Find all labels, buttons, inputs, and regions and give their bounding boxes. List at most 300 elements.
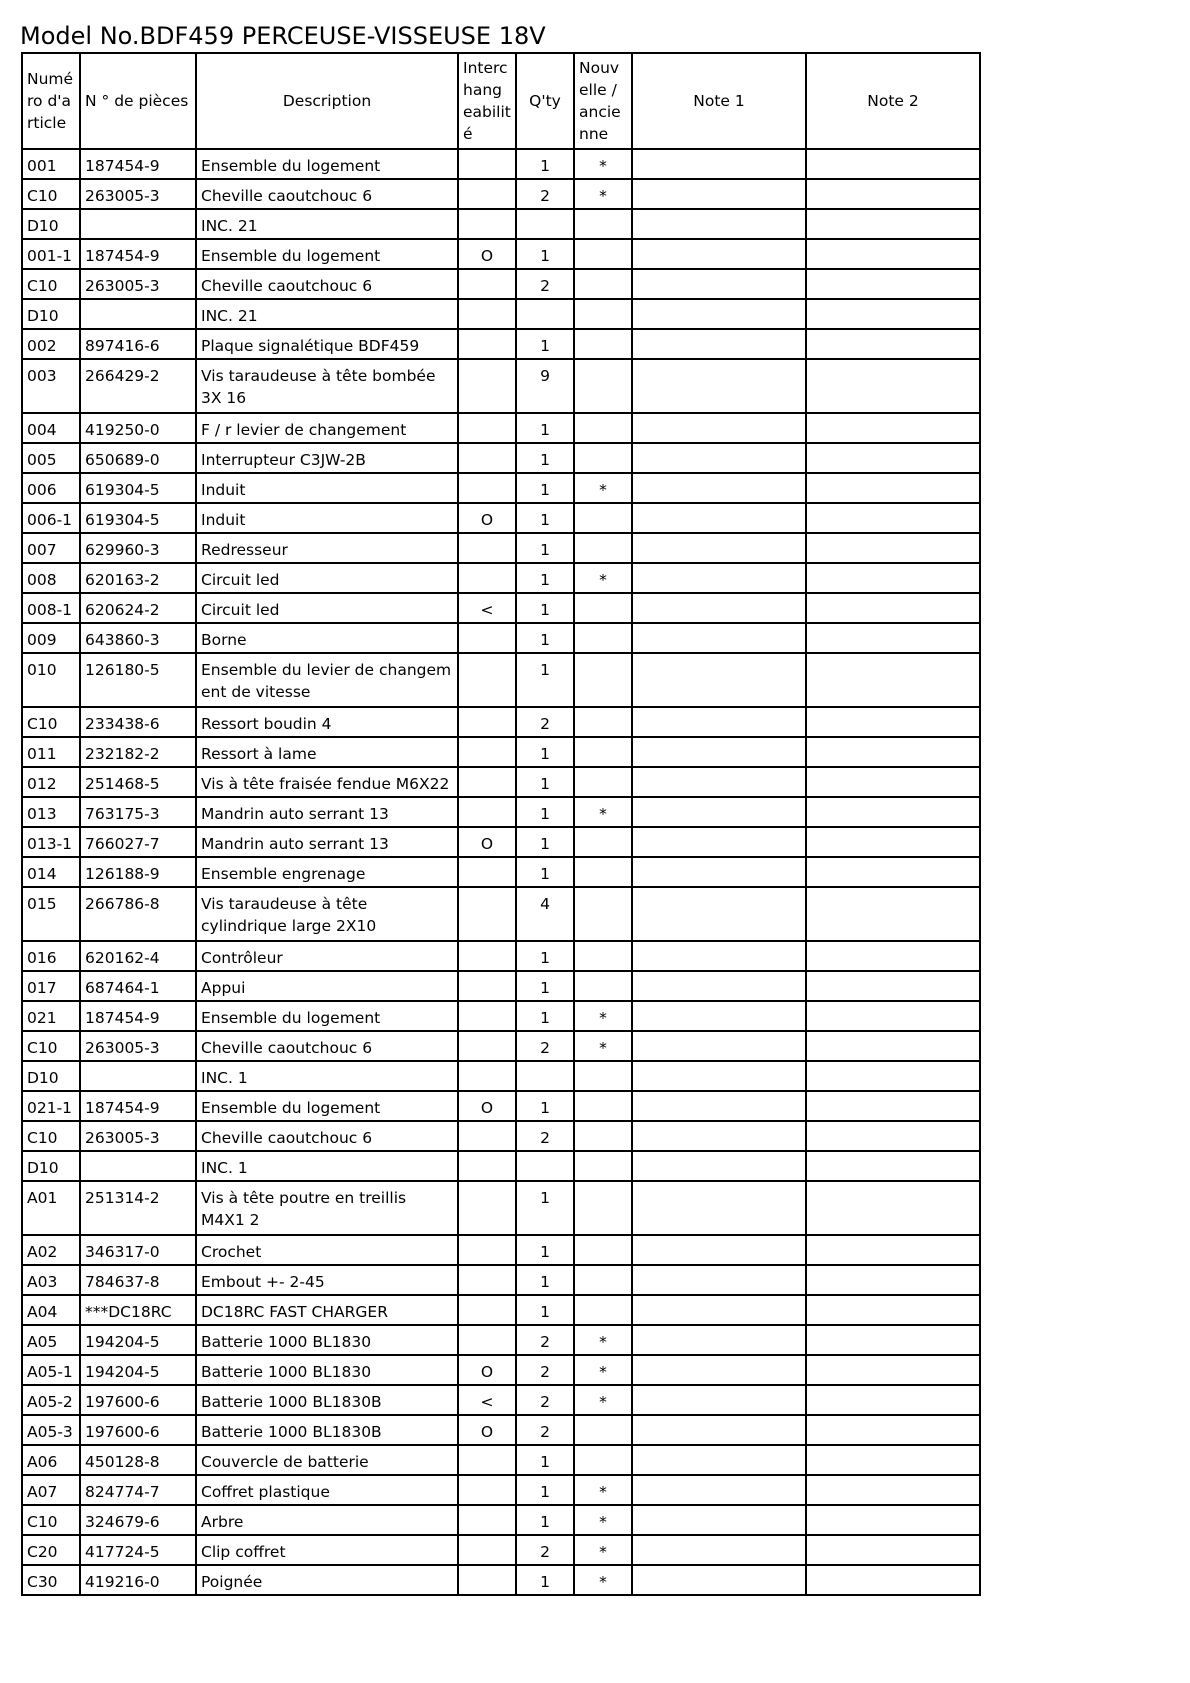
table-row [22, 971, 980, 1001]
quantity-cell: 2 [516, 1325, 574, 1355]
item-number-cell: 006-1 [22, 503, 80, 533]
note-2-cell [806, 653, 980, 707]
quantity-cell: 2 [516, 269, 574, 299]
interchangeability-cell [458, 563, 516, 593]
quantity-cell: 2 [516, 1385, 574, 1415]
part-number-cell: 784637-8 [80, 1265, 196, 1295]
note-2-cell [806, 1475, 980, 1505]
new-old-cell [574, 593, 632, 623]
interchangeability-cell [458, 209, 516, 239]
item-number-cell: 008 [22, 563, 80, 593]
interchangeability-cell [458, 179, 516, 209]
interchangeability-cell [458, 1505, 516, 1535]
interchangeability-cell [458, 941, 516, 971]
item-number-cell: 021 [22, 1001, 80, 1031]
description-cell: INC. 21 [196, 209, 458, 239]
parts-table [21, 52, 981, 1596]
item-number-cell: 013-1 [22, 827, 80, 857]
new-old-cell [574, 653, 632, 707]
item-number-cell: 001 [22, 149, 80, 179]
note-1-cell [632, 857, 806, 887]
quantity-cell: 1 [516, 563, 574, 593]
quantity-cell: 2 [516, 1121, 574, 1151]
note-1-cell [632, 797, 806, 827]
part-number-cell: 766027-7 [80, 827, 196, 857]
part-number-cell: 419216-0 [80, 1565, 196, 1595]
quantity-cell: 1 [516, 329, 574, 359]
description-cell: Interrupteur C3JW-2B [196, 443, 458, 473]
part-number-cell: 126180-5 [80, 653, 196, 707]
interchangeability-cell [458, 413, 516, 443]
quantity-cell: 1 [516, 971, 574, 1001]
description-cell: Ensemble du logement [196, 1091, 458, 1121]
interchangeability-cell [458, 1061, 516, 1091]
quantity-cell: 1 [516, 941, 574, 971]
item-number-cell: 017 [22, 971, 80, 1001]
note-1-cell [632, 299, 806, 329]
note-2-cell [806, 329, 980, 359]
table-row [22, 443, 980, 473]
quantity-cell [516, 299, 574, 329]
quantity-cell: 1 [516, 797, 574, 827]
item-number-cell: 016 [22, 941, 80, 971]
parts-table-body [22, 149, 980, 1595]
new-old-cell [574, 359, 632, 413]
note-2-cell [806, 857, 980, 887]
quantity-cell: 1 [516, 827, 574, 857]
item-number-cell: 015 [22, 887, 80, 941]
new-old-cell [574, 887, 632, 941]
table-row [22, 563, 980, 593]
new-old-cell [574, 707, 632, 737]
part-number-cell: 619304-5 [80, 473, 196, 503]
interchangeability-cell [458, 359, 516, 413]
quantity-cell: 1 [516, 1235, 574, 1265]
note-2-cell [806, 1385, 980, 1415]
table-row [22, 1325, 980, 1355]
item-number-cell: 010 [22, 653, 80, 707]
description-cell: INC. 1 [196, 1151, 458, 1181]
description-cell: Ressort à lame [196, 737, 458, 767]
quantity-cell: 1 [516, 1091, 574, 1121]
interchangeability-cell [458, 1565, 516, 1595]
item-number-cell: 003 [22, 359, 80, 413]
quantity-cell: 1 [516, 1505, 574, 1535]
note-1-cell [632, 1355, 806, 1385]
new-old-cell [574, 1181, 632, 1235]
description-cell: Cheville caoutchouc 6 [196, 269, 458, 299]
interchangeability-cell [458, 1001, 516, 1031]
note-1-cell [632, 1535, 806, 1565]
interchangeability-cell: O [458, 827, 516, 857]
quantity-cell: 1 [516, 593, 574, 623]
note-2-cell [806, 1151, 980, 1181]
description-cell: Borne [196, 623, 458, 653]
table-row [22, 1031, 980, 1061]
interchangeability-cell [458, 1235, 516, 1265]
quantity-cell: 2 [516, 1535, 574, 1565]
table-row [22, 269, 980, 299]
note-1-cell [632, 941, 806, 971]
new-old-cell: * [574, 149, 632, 179]
note-1-cell [632, 1445, 806, 1475]
table-row [22, 1475, 980, 1505]
part-number-cell: 620163-2 [80, 563, 196, 593]
interchangeability-cell [458, 623, 516, 653]
note-2-cell [806, 443, 980, 473]
description-cell: Circuit led [196, 563, 458, 593]
note-1-cell [632, 1505, 806, 1535]
interchangeability-cell [458, 1535, 516, 1565]
part-number-cell: 419250-0 [80, 413, 196, 443]
description-cell: Clip coffret [196, 1535, 458, 1565]
header-description: Description [196, 53, 458, 149]
table-row [22, 149, 980, 179]
note-2-cell [806, 1325, 980, 1355]
part-number-cell: 194204-5 [80, 1355, 196, 1385]
quantity-cell: 1 [516, 1295, 574, 1325]
interchangeability-cell [458, 1181, 516, 1235]
description-cell: INC. 1 [196, 1061, 458, 1091]
note-1-cell [632, 767, 806, 797]
note-1-cell [632, 887, 806, 941]
new-old-cell: * [574, 1475, 632, 1505]
note-1-cell [632, 827, 806, 857]
part-number-cell: 263005-3 [80, 1031, 196, 1061]
item-number-cell: A01 [22, 1181, 80, 1235]
table-row [22, 1151, 980, 1181]
table-row [22, 329, 980, 359]
description-cell: Contrôleur [196, 941, 458, 971]
item-number-cell: A02 [22, 1235, 80, 1265]
note-1-cell [632, 1385, 806, 1415]
new-old-cell [574, 413, 632, 443]
description-cell: Ensemble du levier de changem ent de vitesse [196, 653, 458, 707]
description-cell: Cheville caoutchouc 6 [196, 1121, 458, 1151]
page-title: Model No.BDF459 PERCEUSE-VISSEUSE 18V [20, 22, 546, 50]
quantity-cell: 1 [516, 1265, 574, 1295]
item-number-cell: C30 [22, 1565, 80, 1595]
part-number-cell: 187454-9 [80, 1001, 196, 1031]
note-2-cell [806, 1181, 980, 1235]
quantity-cell: 1 [516, 443, 574, 473]
item-number-cell: C10 [22, 269, 80, 299]
new-old-cell [574, 1121, 632, 1151]
interchangeability-cell [458, 1265, 516, 1295]
note-2-cell [806, 269, 980, 299]
note-1-cell [632, 737, 806, 767]
item-number-cell: C10 [22, 1031, 80, 1061]
interchangeability-cell [458, 299, 516, 329]
description-cell: Vis à tête fraisée fendue M6X22 [196, 767, 458, 797]
interchangeability-cell [458, 887, 516, 941]
part-number-cell [80, 209, 196, 239]
new-old-cell: * [574, 1355, 632, 1385]
note-2-cell [806, 1001, 980, 1031]
part-number-cell: 251468-5 [80, 767, 196, 797]
item-number-cell: C20 [22, 1535, 80, 1565]
new-old-cell [574, 623, 632, 653]
part-number-cell: 194204-5 [80, 1325, 196, 1355]
quantity-cell: 1 [516, 623, 574, 653]
quantity-cell [516, 1061, 574, 1091]
item-number-cell: A05-3 [22, 1415, 80, 1445]
item-number-cell: 005 [22, 443, 80, 473]
table-row [22, 1415, 980, 1445]
description-cell: Arbre [196, 1505, 458, 1535]
description-cell: Cheville caoutchouc 6 [196, 179, 458, 209]
note-2-cell [806, 707, 980, 737]
item-number-cell: 007 [22, 533, 80, 563]
table-row [22, 797, 980, 827]
new-old-cell [574, 1265, 632, 1295]
interchangeability-cell: O [458, 1091, 516, 1121]
note-2-cell [806, 1355, 980, 1385]
note-2-cell [806, 473, 980, 503]
header-interchangeability: Interc hang eabilit é [458, 53, 516, 149]
note-1-cell [632, 593, 806, 623]
note-2-cell [806, 623, 980, 653]
item-number-cell: 006 [22, 473, 80, 503]
note-2-cell [806, 1505, 980, 1535]
note-1-cell [632, 179, 806, 209]
item-number-cell: A05 [22, 1325, 80, 1355]
note-1-cell [632, 209, 806, 239]
note-2-cell [806, 533, 980, 563]
table-row [22, 503, 980, 533]
part-number-cell: 824774-7 [80, 1475, 196, 1505]
description-cell: Induit [196, 473, 458, 503]
note-2-cell [806, 827, 980, 857]
note-1-cell [632, 1265, 806, 1295]
description-cell: Batterie 1000 BL1830B [196, 1415, 458, 1445]
note-1-cell [632, 1181, 806, 1235]
interchangeability-cell [458, 269, 516, 299]
quantity-cell [516, 1151, 574, 1181]
interchangeability-cell [458, 971, 516, 1001]
part-number-cell: 263005-3 [80, 1121, 196, 1151]
item-number-cell: D10 [22, 1061, 80, 1091]
interchangeability-cell [458, 533, 516, 563]
table-row [22, 209, 980, 239]
note-2-cell [806, 179, 980, 209]
item-number-cell: A05-1 [22, 1355, 80, 1385]
part-number-cell: ***DC18RC [80, 1295, 196, 1325]
note-2-cell [806, 1445, 980, 1475]
item-number-cell: A04 [22, 1295, 80, 1325]
table-row [22, 707, 980, 737]
quantity-cell: 2 [516, 1031, 574, 1061]
interchangeability-cell [458, 329, 516, 359]
note-1-cell [632, 1121, 806, 1151]
part-number-cell: 251314-2 [80, 1181, 196, 1235]
description-cell: F / r levier de changement [196, 413, 458, 443]
table-row [22, 887, 980, 941]
item-number-cell: 004 [22, 413, 80, 443]
new-old-cell: * [574, 179, 632, 209]
quantity-cell: 1 [516, 413, 574, 443]
note-1-cell [632, 443, 806, 473]
quantity-cell: 1 [516, 1181, 574, 1235]
note-1-cell [632, 1415, 806, 1445]
interchangeability-cell: < [458, 593, 516, 623]
part-number-cell: 763175-3 [80, 797, 196, 827]
description-cell: Batterie 1000 BL1830 [196, 1355, 458, 1385]
description-cell: Coffret plastique [196, 1475, 458, 1505]
part-number-cell: 629960-3 [80, 533, 196, 563]
part-number-cell [80, 299, 196, 329]
part-number-cell: 232182-2 [80, 737, 196, 767]
note-2-cell [806, 737, 980, 767]
quantity-cell: 1 [516, 533, 574, 563]
quantity-cell: 4 [516, 887, 574, 941]
item-number-cell: A06 [22, 1445, 80, 1475]
interchangeability-cell [458, 767, 516, 797]
interchangeability-cell [458, 149, 516, 179]
new-old-cell: * [574, 563, 632, 593]
table-row [22, 1121, 980, 1151]
interchangeability-cell [458, 707, 516, 737]
quantity-cell: 2 [516, 1355, 574, 1385]
note-2-cell [806, 1295, 980, 1325]
part-number-cell: 187454-9 [80, 239, 196, 269]
quantity-cell: 2 [516, 179, 574, 209]
description-cell: Embout +- 2-45 [196, 1265, 458, 1295]
new-old-cell [574, 1091, 632, 1121]
description-cell: Circuit led [196, 593, 458, 623]
quantity-cell: 9 [516, 359, 574, 413]
new-old-cell [574, 503, 632, 533]
new-old-cell [574, 767, 632, 797]
note-1-cell [632, 1061, 806, 1091]
table-row [22, 413, 980, 443]
new-old-cell [574, 941, 632, 971]
interchangeability-cell [458, 1031, 516, 1061]
note-2-cell [806, 1415, 980, 1445]
item-number-cell: 009 [22, 623, 80, 653]
part-number-cell: 643860-3 [80, 623, 196, 653]
new-old-cell [574, 329, 632, 359]
table-row [22, 1061, 980, 1091]
note-2-cell [806, 1061, 980, 1091]
new-old-cell [574, 443, 632, 473]
note-2-cell [806, 887, 980, 941]
quantity-cell: 1 [516, 503, 574, 533]
description-cell: Ensemble du logement [196, 1001, 458, 1031]
note-1-cell [632, 1475, 806, 1505]
new-old-cell [574, 533, 632, 563]
description-cell: Ensemble engrenage [196, 857, 458, 887]
interchangeability-cell: < [458, 1385, 516, 1415]
description-cell: Mandrin auto serrant 13 [196, 827, 458, 857]
note-1-cell [632, 1295, 806, 1325]
note-2-cell [806, 941, 980, 971]
part-number-cell: 450128-8 [80, 1445, 196, 1475]
table-row [22, 1535, 980, 1565]
table-row [22, 1235, 980, 1265]
item-number-cell: 012 [22, 767, 80, 797]
new-old-cell [574, 827, 632, 857]
table-row [22, 1355, 980, 1385]
new-old-cell [574, 1445, 632, 1475]
interchangeability-cell [458, 857, 516, 887]
part-number-cell: 897416-6 [80, 329, 196, 359]
note-1-cell [632, 1325, 806, 1355]
table-row [22, 737, 980, 767]
new-old-cell [574, 1151, 632, 1181]
new-old-cell: * [574, 1535, 632, 1565]
quantity-cell: 1 [516, 1475, 574, 1505]
table-row [22, 1445, 980, 1475]
note-1-cell [632, 1031, 806, 1061]
description-cell: Vis à tête poutre en treillis M4X1 2 [196, 1181, 458, 1235]
part-number-cell: 233438-6 [80, 707, 196, 737]
part-number-cell: 197600-6 [80, 1385, 196, 1415]
item-number-cell: C10 [22, 1121, 80, 1151]
description-cell: Couvercle de batterie [196, 1445, 458, 1475]
interchangeability-cell [458, 1295, 516, 1325]
header-quantity: Q'ty [516, 53, 574, 149]
new-old-cell [574, 1061, 632, 1091]
part-number-cell: 266786-8 [80, 887, 196, 941]
part-number-cell [80, 1151, 196, 1181]
note-1-cell [632, 1091, 806, 1121]
new-old-cell [574, 269, 632, 299]
part-number-cell: 619304-5 [80, 503, 196, 533]
part-number-cell: 417724-5 [80, 1535, 196, 1565]
item-number-cell: 002 [22, 329, 80, 359]
note-2-cell [806, 1091, 980, 1121]
note-1-cell [632, 1151, 806, 1181]
table-row [22, 857, 980, 887]
new-old-cell: * [574, 1565, 632, 1595]
interchangeability-cell [458, 737, 516, 767]
new-old-cell [574, 1235, 632, 1265]
note-2-cell [806, 413, 980, 443]
new-old-cell: * [574, 1505, 632, 1535]
part-number-cell: 324679-6 [80, 1505, 196, 1535]
table-row [22, 299, 980, 329]
table-row [22, 1181, 980, 1235]
note-2-cell [806, 593, 980, 623]
note-2-cell [806, 1121, 980, 1151]
new-old-cell: * [574, 1031, 632, 1061]
note-2-cell [806, 239, 980, 269]
new-old-cell: * [574, 473, 632, 503]
header-note-1: Note 1 [632, 53, 806, 149]
item-number-cell: 001-1 [22, 239, 80, 269]
description-cell: Vis taraudeuse à tête cylindrique large 2X10 [196, 887, 458, 941]
quantity-cell: 2 [516, 707, 574, 737]
item-number-cell: C10 [22, 179, 80, 209]
quantity-cell: 1 [516, 767, 574, 797]
interchangeability-cell: O [458, 1355, 516, 1385]
part-number-cell: 650689-0 [80, 443, 196, 473]
item-number-cell: D10 [22, 299, 80, 329]
part-number-cell: 187454-9 [80, 1091, 196, 1121]
interchangeability-cell [458, 797, 516, 827]
new-old-cell [574, 737, 632, 767]
table-row [22, 941, 980, 971]
description-cell: Appui [196, 971, 458, 1001]
note-1-cell [632, 623, 806, 653]
new-old-cell [574, 1415, 632, 1445]
part-number-cell: 266429-2 [80, 359, 196, 413]
quantity-cell: 1 [516, 653, 574, 707]
table-row [22, 1091, 980, 1121]
interchangeability-cell: O [458, 1415, 516, 1445]
table-row [22, 1001, 980, 1031]
